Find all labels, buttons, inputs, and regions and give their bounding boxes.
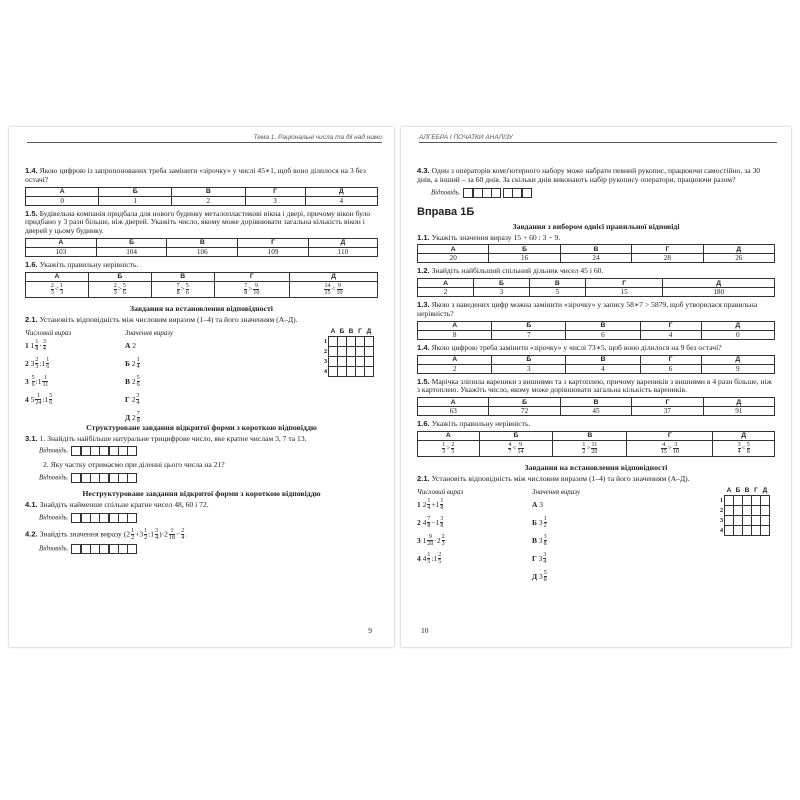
- section-title-matching: Завдання на встановлення відповідності: [130, 303, 273, 313]
- question-3-1-part-2: 2. Яку частку отримаємо при діленні цього числа на 21?: [43, 460, 225, 470]
- right-page: [401, 127, 791, 647]
- question-1-6: 1.6. Укажіть правильну нерівність.: [417, 419, 531, 429]
- question-4-2: 4.2. Знайдіть значення виразу (2 $\frac{1}{2}$ +3 $\frac{1}{2}$ :1 $\frac{3}{4}$ )·2 $\frac{1}{18}$ − $\frac{2}{4}$ .: [25, 527, 188, 541]
- question-1-5: 1.5. Будівельна компанія придбала для нового будинку металопластикові вікна і двері, причому вікон було придбано у 3 рази більше, ніж дверей. Укажіть число, якому може дорівнювати загальна кількість вікон і дверей у цьому будинку.: [25, 208, 371, 236]
- running-header: Тема 1. Раціональні числа та дії над ними: [27, 134, 382, 143]
- question-4-3: 4.3. Один з операторів комп'ютерного набору може набрати певний рукопис, працюючи самостійно, за 30 днів, а інший – за 60 днів. За скільки днів виконають набір рукопису оператори, працюючи разом?: [417, 166, 761, 184]
- question-1-1: 1.1. Укажіть значення виразу 15 + 60 : 3 − 9.: [417, 232, 561, 242]
- question-1-2: 1.2. Знайдіть найбільший спільний дільник чисел 45 і 60.: [417, 266, 604, 276]
- question-1-5: 1.5. Марічка зліпила вареники з вишнями та з картоплею, причому вареників з вишнями в 4 рази більше, ніж з картоплею. Укажіть число, якому може дорівнювати загальна кількість вареників.: [417, 376, 772, 395]
- section-title-choice: Завдання з вибором однієї правильної відповіді: [512, 221, 680, 231]
- question-3-1-part-1: 3.1. 1. Знайдіть найбільше натуральне трицифрове число, яке кратне числам 3, 7 та 13.: [25, 433, 307, 443]
- exercise-title: Вправа 1Б: [417, 205, 475, 218]
- running-header: АЛГЕБРА І ПОЧАТКИ АНАЛІЗУ: [419, 134, 777, 143]
- answer-table-1-4[interactable]: А Б В Г Д 0 1 2 3 4: [25, 187, 378, 206]
- answer-table-1-6[interactable]: А Б В Г Д $\frac{1}{3}$ > $\frac{2}{5}$ $\frac{4}{7}$ < $\frac{9}{14}$ $\frac{1}{2}$ > $\frac{11}{20}$ $\frac{4}{15}$ > $\frac{3}{10}$ $\frac{3}{4}$ < $\frac{5}{8}$: [417, 431, 775, 457]
- matching-block: Числовий вираз 1 1 $\frac{1}{8}$ · $\frac{3}{4}$ 2 3 $\frac{2}{3}$ :1 $\frac{1}{6}$ 3 $\frac{5}{6}$ :1 $\frac{1}{11}$ 4 5 $\frac{1}{24}$ :1 $\frac{5}{6}$ Значення виразу А 2 Б 2 $\frac{1}{4}$ В 2 $\frac{5}{6}$ Г 2 $\frac{3}{4}$ Д 2 $\frac{7}{8}$ А Б В Г Д 1 2 3 4: [25, 327, 378, 417]
- question-1-6: 1.6. Укажіть правильну нерівність.: [25, 259, 139, 269]
- page-number: 10: [421, 626, 429, 635]
- answer-boxes-4-2[interactable]: Відповідь.: [39, 544, 378, 554]
- answer-table-1-2[interactable]: А Б В Г Д 2 3 5 15 180: [417, 278, 775, 297]
- question-2-1: 2.1. Установіть відповідність між числовим виразом (1–4) та його значенням (А–Д).: [25, 314, 298, 324]
- question-1-4: 1.4. Якою цифрою із запропонованих треба замінити «зірочку» у числі 45∗1, щоб воно ділилося на 3 без остачі?: [25, 166, 366, 184]
- page-number: 9: [368, 626, 372, 635]
- section-title-unstructured: Неструктуроване завдання відкритої форми з короткою відповіддю: [82, 489, 321, 499]
- answer-table-1-5[interactable]: А Б В Г Д 63 72 45 37 91: [417, 397, 775, 416]
- question-1-3: 1.3. Якою з наведених цифр можна замінити «зірочку» у запису 58∗7 > 5879, щоб утворилася правильна нерівність?: [417, 300, 758, 318]
- answer-boxes-4-3[interactable]: Відповідь.: [431, 188, 775, 198]
- matching-answer-grid[interactable]: А Б В Г Д 1 2 3 4: [323, 327, 374, 377]
- answer-table-1-6[interactable]: А Б В Г Д $\frac{2}{3}$ < $\frac{1}{3}$ $\frac{2}{3}$ > $\frac{5}{6}$ $\frac{7}{8}$ > $\frac{5}{6}$ $\frac{7}{8}$ > $\frac{9}{10}$ $\frac{14}{15}$ < $\frac{9}{10}$: [25, 272, 378, 298]
- section-title-matching: Завдання на встановлення відповідності: [524, 462, 668, 472]
- left-page: [9, 127, 394, 647]
- question-1-4: 1.4. Якою цифрою треба замінити «зірочку» у числі 73∗5, щоб воно ділилося на 9 без остачі?: [417, 342, 722, 352]
- answer-table-1-3[interactable]: А Б В Г Д 8 7 6 4 0: [417, 321, 775, 340]
- answer-table-1-1[interactable]: А Б В Г Д 20 16 24 28 26: [417, 244, 775, 263]
- matching-block: Числовий вираз 1 2 $\frac{1}{4}$ +1 $\frac{1}{8}$ 2 4 $\frac{7}{8}$ −1 $\frac{3}{8}$ 3 1 $\frac{9}{20}$ ·2 $\frac{2}{3}$ 4 4 $\frac{1}{5}$ :1 $\frac{2}{5}$ Значення виразу А 3 Б 3 $\frac{1}{2}$ В 3 $\frac{3}{8}$ Г 3 $\frac{3}{4}$ Д 3 $\frac{5}{8}$ А Б В Г Д 1 2 3 4: [417, 486, 775, 576]
- answer-boxes-3-1-1[interactable]: Відповідь.: [39, 446, 378, 456]
- question-4-1: 4.1. Знайдіть найменше спільне кратне чисел 48, 60 і 72.: [25, 500, 209, 510]
- answer-boxes-4-1[interactable]: Відповідь.: [39, 513, 378, 523]
- question-2-1: 2.1. Установіть відповідність між числовим виразом (1–4) та його значенням (А–Д).: [417, 473, 690, 483]
- answer-boxes-3-1-2[interactable]: Відповідь.: [39, 473, 378, 483]
- section-title-structured: Структуроване завдання відкритої форми з короткою відповіддю: [86, 422, 317, 432]
- matching-answer-grid[interactable]: А Б В Г Д 1 2 3 4: [719, 486, 770, 536]
- answer-table-1-5[interactable]: А Б В Г Д 103 104 106 109 110: [25, 238, 378, 257]
- answer-table-1-4[interactable]: А Б В Г Д 2 3 4 6 9: [417, 355, 775, 374]
